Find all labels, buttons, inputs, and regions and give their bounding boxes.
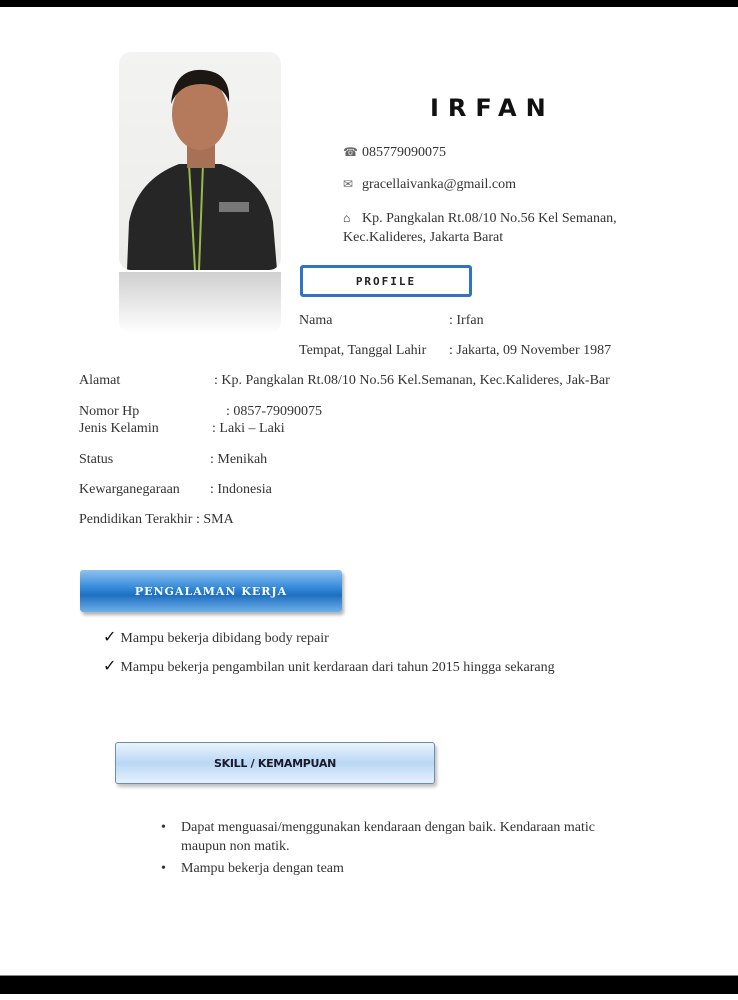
field-nomor-hp: [79, 404, 322, 420]
field-label: Jenis Kelamin: [79, 421, 159, 436]
phone-text: 085779090075: [362, 145, 446, 160]
field-value: : Indonesia: [210, 482, 272, 497]
field-value: : Kp. Pangkalan Rt.08/10 No.56 Kel.Semanan, Kec.Kalideres, Jak-Bar: [214, 373, 610, 388]
field-label: Alamat: [79, 373, 121, 388]
bottom-black-bar: [0, 975, 738, 994]
experience-text: Mampu bekerja pengambilan unit kerdaraan dari tahun 2015 hingga sekarang: [120, 660, 555, 675]
field-value: : Irfan: [449, 313, 484, 328]
experience-item: [103, 627, 329, 647]
bullet-icon: •: [161, 820, 166, 835]
skill-section-banner: [115, 742, 435, 784]
field-value: : Laki – Laki: [212, 421, 285, 436]
field-value: : 0857-79090075: [226, 404, 323, 419]
field-status: [79, 452, 267, 468]
field-label: Status: [79, 452, 114, 467]
skill-item: [161, 818, 631, 856]
checkmark-icon: ✓: [103, 658, 117, 675]
telephone-icon: ☎: [343, 145, 358, 159]
candidate-name: IRFAN: [430, 94, 555, 122]
skill-text: Mampu bekerja dengan team: [181, 861, 344, 876]
person-silhouette-icon: [119, 52, 281, 270]
experience-heading: PENGALAMAN KERJA: [134, 584, 288, 598]
field-nama: [299, 313, 484, 329]
skill-text: Dapat menguasai/menggunakan kendaraan dengan baik. Kendaraan matic maupun non matik.: [181, 820, 595, 854]
bullet-icon: •: [161, 861, 166, 876]
field-value: : Menikah: [210, 452, 268, 467]
field-pendidikan: [79, 512, 234, 528]
house-icon: ⌂: [343, 211, 351, 225]
field-value: : Jakarta, 09 November 1987: [449, 343, 612, 358]
field-label: Nomor Hp: [79, 404, 140, 419]
address-line-1: Kp. Pangkalan Rt.08/10 No.56 Kel Semanan,: [362, 211, 617, 226]
field-alamat: [79, 373, 610, 389]
checkmark-icon: ✓: [103, 629, 117, 646]
skill-heading: SKILL / KEMAMPUAN: [214, 756, 336, 770]
email-text: gracellaivanka@gmail.com: [362, 177, 516, 192]
field-label: Pendidikan Terakhir: [79, 512, 193, 527]
envelope-icon: ✉: [343, 177, 354, 191]
contact-address: [343, 209, 617, 247]
field-label: Kewarganegaraan: [79, 482, 180, 497]
field-ttl: [299, 343, 611, 359]
experience-item: [103, 656, 555, 676]
address-line-2: Kec.Kalideres, Jakarta Barat: [343, 230, 504, 245]
contact-phone: [343, 145, 446, 161]
contact-email: [343, 177, 516, 193]
skill-item: [161, 859, 631, 878]
profile-photo: [119, 52, 281, 270]
profile-heading: PROFILE: [355, 274, 417, 288]
photo-reflection: [119, 272, 281, 334]
experience-text: Mampu bekerja dibidang body repair: [120, 631, 329, 646]
field-label: Nama: [299, 313, 333, 328]
field-kewarganegaraan: [79, 482, 272, 498]
top-black-bar: [0, 0, 738, 7]
field-value: : SMA: [195, 512, 234, 527]
experience-section-banner: [80, 570, 342, 612]
field-jenis-kelamin: [79, 421, 285, 437]
field-label: Tempat, Tanggal Lahir: [299, 343, 427, 358]
profile-section-banner: [300, 265, 472, 297]
